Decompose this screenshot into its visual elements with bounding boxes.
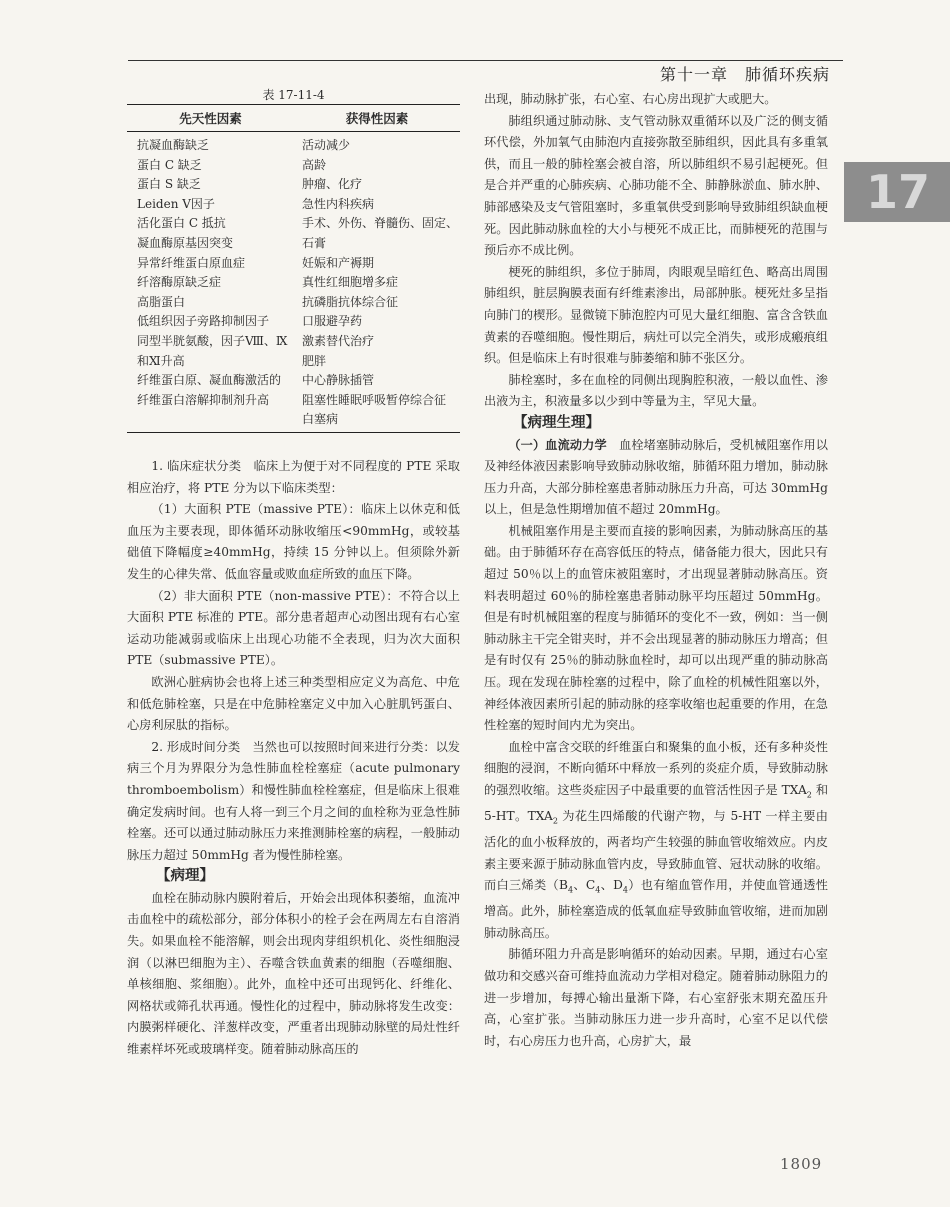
subscript: 4 [595,885,601,895]
table-cell: 同型半胱氨酸，因子Ⅷ、Ⅸ和Ⅺ升高 [137,333,288,368]
table-cell: 活动减少 [302,138,351,152]
table-cell: 纤维蛋白原、凝血酶激活的纤维蛋白溶解抑制剂升高 [137,373,282,407]
table-cell: 高龄 [302,157,327,172]
text-run: 和 5-HT。TXA [484,783,829,824]
paragraph: 欧洲心脏病协会也将上述三种类型相应定义为高危、中危和低危肺栓塞，只是在中危肺栓塞定义中加入心脏肌钙蛋白、心房利尿肽的指标。 [127,674,460,733]
paragraph: 梗死的肺组织，多位于肺周，肉眼观呈暗红色、略高出周围肺组织，脏层胸膜表面有纤维素渗出，局部肿胀。梗死灶多呈指向肺门的楔形。显微镜下肺泡腔内可见大量红细胞、富含含铁血黄素的吞噬细胞。慢性期后，病灶可以完全消失，或形成瘢痕组织。但是临床上有时很难与肺萎缩和肺不张区分。 [484,264,828,366]
table-cell: 异常纤维蛋白原血症 [137,255,246,270]
section-heading-pathology: 【病理】 [156,868,214,885]
text-run: 、C [573,878,596,893]
table-cell: 口服避孕药 [302,314,363,329]
table-cell: 手术、外伤、脊髓伤、固定、石膏 [302,216,459,250]
paragraph: （2）非大面积 PTE（non-massive PTE）：不符合以上大面积 PTE 标准的 PTE。部分患者超声心动图出现有右心室运动功能减弱或临床上出现心功能不全表现，归为次大面积 PTE（submassive PTE）。 [127,588,460,668]
table-column-congenital [127,136,292,430]
paragraph: 1. 临床症状分类 临床上为便于对不同程度的 PTE 采取相应治疗，将 PTE 分为以下临床类型： [127,459,460,495]
table-body [127,132,460,432]
table-cell: 蛋白 C 缺乏 [137,157,202,172]
table-column-acquired [292,136,460,430]
subscript: 4 [622,885,628,895]
table-caption: 表 17-11-4 [262,88,325,102]
table-cell: 活化蛋白 C 抵抗 [137,216,226,231]
table-cell: 纤溶酶原缺乏症 [137,275,222,290]
text-run: 血栓中富含交联的纤维蛋白和聚集的血小板，还有多种炎性细胞的浸润，不断向循环中释放一系列的炎症介质，导致肺动脉的强烈收缩。这些炎症因子中最重要的血管活性因子是 TXA [484,739,828,797]
table-cell: 妊娠和产褥期 [302,255,375,270]
subscript: 2 [806,790,812,800]
subscript: 2 [552,816,558,826]
table-cell: 高脂蛋白 [137,294,186,309]
right-column [484,89,828,1052]
table-cell: 蛋白 S 缺乏 [137,177,201,192]
paragraph: （1）大面积 PTE（massive PTE）：临床上以休克和低血压为主要表现，即体循环动脉收缩压<90mmHg，或较基础值下降幅度≥40mmHg，持续 15 分钟以上。但须除外新发生的心律失常、低血容量或败血症所致的血压下降。 [127,502,460,581]
left-column [127,456,460,1061]
paragraph: 肺栓塞时，多在血栓的同侧出现胸腔积液，一般以血性、渗出液为主，积液量多以少到中等量为主，罕见大量。 [484,372,828,409]
table-cell: 抗磷脂抗体综合征 [302,294,399,309]
subsection-heading: （一）血流动力学 [508,437,607,452]
paragraph: 机械阻塞作用是主要而直接的影响因素，为肺动脉高压的基础。由于肺循环存在高容低压的特点，储备能力很大，因此只有超过 50％以上的血管床被阻塞时，才出现显著肺动脉高压。资料表明超过 60％的肺栓塞患者肺动脉平均压超过 50mmHg。但是有时机械阻塞的程度与肺循环的变化不一致，例如：当一侧肺动脉主干完全钳夹时，并不会出现显著的肺动脉压力增高；但是有时仅有 25％的肺动脉血栓时，却可以出现严重的肺动脉高压。现在发现在肺栓塞的过程中，除了血栓的机械性阻塞以外，神经体液因素所引起的肺动脉的痉挛收缩也起重要的作用，在急性栓塞的短时间内尤为突出。 [484,523,828,733]
paragraph [484,737,828,945]
risk-factor-table [127,104,460,433]
table-cell: 肥胖 [302,353,327,368]
paragraph: 肺循环阻力升高是影响循环的始动因素。早期，通过右心室做功和交感兴奋可维持血流动力学相对稳定。随着肺动脉阻力的进一步增加，每搏心输出量渐下降，右心室舒张末期充盈压升高，心室扩张。当肺动脉压力进一步升高时，心室不足以代偿时，右心房压力也升高，心房扩大，最 [484,947,828,1048]
text-run: 、D [600,878,623,893]
paragraph: 出现，肺动脉扩张，右心室、右心房出现扩大或肥大。 [484,92,777,106]
paragraph: 2. 形成时间分类 当然也可以按照时间来进行分类：以发病三个月为界限分为急性肺血栓栓塞症（acute pulmonary thromboembolism）和慢性肺血栓栓塞症，但是临床上很难确定发病时间。也有人将一到三个月之间的血栓称为亚急性肺栓塞。还可以通过肺动脉压力来推测肺栓塞的病程，一般肺动脉压力超过 50mmHg 者为慢性肺栓塞。 [127,739,460,862]
paragraph [484,435,828,521]
table-cell: 白塞病 [302,412,339,427]
table-header-acquired: 获得性因素 [345,111,409,126]
table-header [127,105,460,132]
chapter-tab: 17 [844,162,950,222]
paragraph: 血栓在肺动脉内膜附着后，开始会出现体积萎缩，血流冲击血栓中的疏松部分，部分体积小的栓子会在两周左右自溶消失。如果血栓不能溶解，则会出现肉芽组织机化、炎性细胞浸润（以淋巴细胞为主）、吞噬含铁血黄素的细胞（吞噬细胞、单核细胞、浆细胞）。此外，血栓中还可出现钙化、纤维化、网格状或筛孔状再通。慢性化的过程中，肺动脉将发生改变：内膜粥样硬化、洋葱样改变，严重者出现肺动脉壁的局灶性纤维素样坏死或玻璃样变。随着肺动脉高压的 [127,890,460,1057]
table-cell: 低组织因子旁路抑制因子 [137,314,270,329]
table-cell: Leiden Ⅴ因子 [137,196,215,211]
table-cell: 抗凝血酶缺乏 [137,138,210,152]
table-cell: 中心静脉插管 [302,373,375,388]
text-run: ）也有缩血管作用，并使血管通透性增高。此外，肺栓塞造成的低氧血症导致肺血管收缩，进而加剧肺动脉高压。 [484,878,828,940]
subscript: 4 [567,885,574,895]
table-header-congenital: 先天性因素 [179,111,242,126]
paragraph-text: 血栓堵塞肺动脉后，受机械阻塞作用以及神经体液因素影响导致肺动脉收缩，肺循环阻力增加，肺动脉压力升高，大部分肺栓塞患者肺动脉压力升高，可达 30mmHg 以上，但是急性期增加值不超过 20mmHg。 [484,437,828,517]
header-rule [128,60,843,61]
table-cell: 阻塞性睡眠呼吸暂停综合征 [302,392,447,407]
paragraph: 肺组织通过肺动脉、支气管动脉双重循环以及广泛的侧支循环代偿，外加氧气由肺泡内直接弥散至肺组织，因此具有多重氧供，而且一般的肺栓塞会被自溶，所以肺组织不易引起梗死。但是合并严重的心肺疾病、心肺功能不全、肺静脉淤血、肺水肿、肺部感染及支气管阻塞时，多重氧供受到影响导致肺组织缺血梗死。因此肺动脉血栓的大小与梗死不成正比，而肺梗死的范围与预后亦不成比例。 [484,113,828,258]
chapter-title: 第十一章 肺循环疾病 [660,65,831,84]
page-number: 1809 [780,1155,823,1173]
table-cell: 凝血酶原基因突变 [137,235,234,250]
table-cell: 真性红细胞增多症 [302,275,399,290]
text-run: 为花生四烯酸的代谢产物，与 5-HT 一样主要由活化的血小板释放的，两者均产生较强的肺血管收缩效应。内皮素主要来源于肺动脉血管内皮，导致肺血管、冠状动脉的收缩。而白三烯类（B [484,809,828,893]
table-cell: 激素替代治疗 [302,333,375,348]
table-cell: 肿瘤、化疗 [302,177,363,192]
section-heading-pathophysiology: 【病理生理】 [513,414,600,431]
table-cell: 急性内科疾病 [302,196,375,211]
